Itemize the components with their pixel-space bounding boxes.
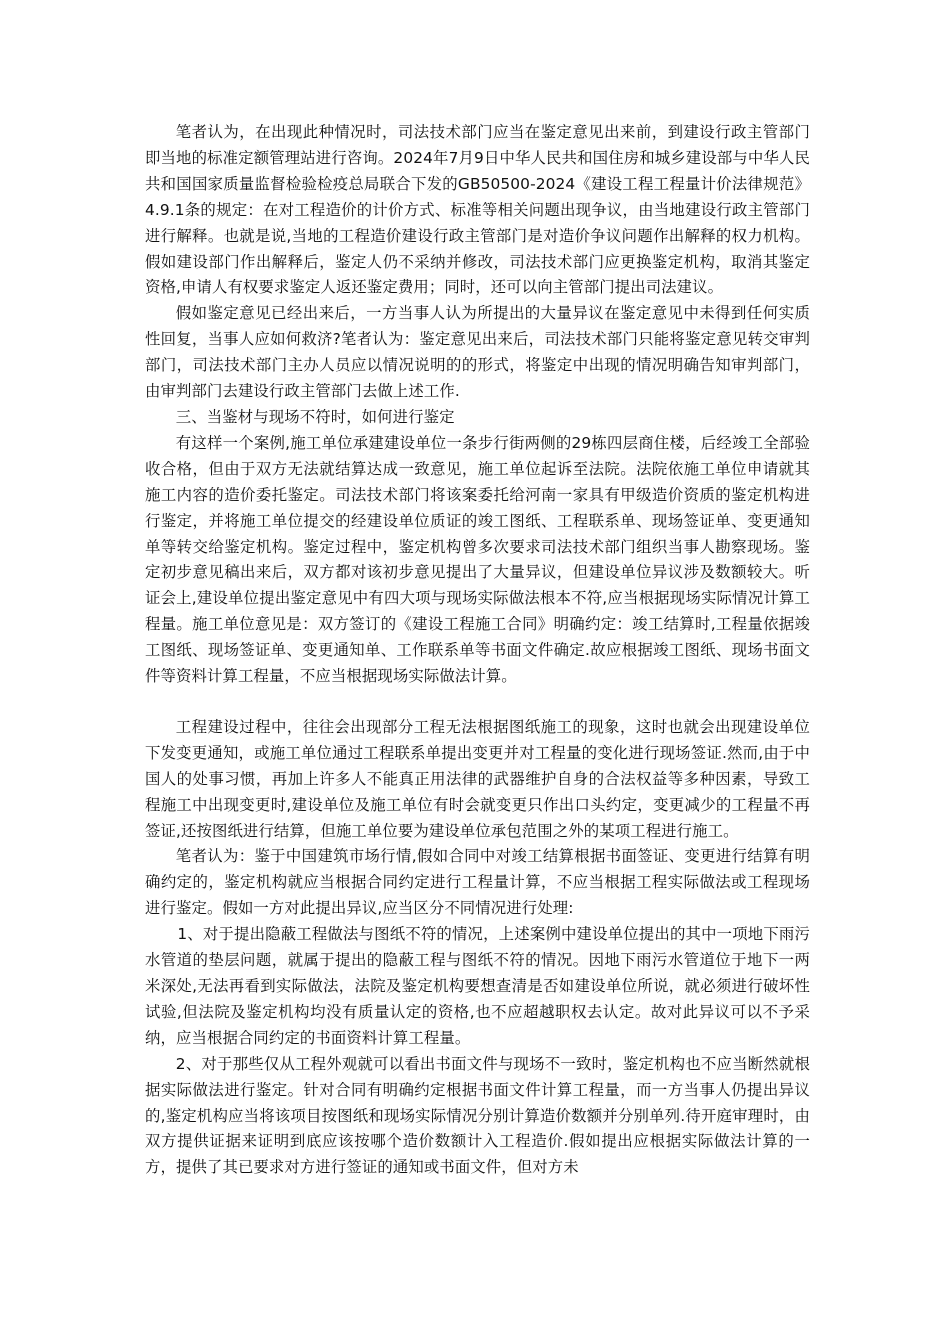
- section-heading: 三、当鉴材与现场不符时，如何进行鉴定: [175, 407, 455, 426]
- document-page: [145, 120, 810, 1181]
- paragraph-item-2: 2、对于那些仅从工程外观就可以看出书面文件与现场不一致时，鉴定机构也不应当断然就根据实际做法进行鉴定。针对合同有明确约定根据书面文件计算工程量，而一方当事人仍提出异议的,鉴定机构应当将该项目按图纸和现场实际情况分别计算造价数额并分别单列.待开庭审理时，由双方提供证据来证明到底应该按哪个造价数额计入工程造价.假如提出应根据实际做法计算的一方，提供了其已要求对方进行签证的通知或书面文件，但对方未: [145, 1054, 810, 1177]
- paragraph-construction-changes: 工程建设过程中，往往会出现部分工程无法根据图纸施工的现象，这时也就会出现建设单位下发变更通知，或施工单位通过工程联系单提出变更并对工程量的变化进行现场签证.然而,由于中国人的处事习惯，再加上许多人不能真正用法律的武器维护自身的合法权益等多种因素，导致工程施工中出现变更时,建设单位及施工单位有时会就变更只作出口头约定，变更减少的工程量不再签证,还按图纸进行结算，但施工单位要为建设单位承包范围之外的某项工程进行施工。: [145, 717, 810, 840]
- paragraph-case: 有这样一个案例,施工单位承建建设单位一条步行街两侧的29栋四层商住楼，后经竣工全部验收合格，但由于双方无法就结算达成一致意见，施工单位起诉至法院。法院依施工单位申请就其施工内容的造价委托鉴定。司法技术部门将该案委托给河南一家具有甲级造价资质的鉴定机构进行鉴定，并将施工单位提交的经建设单位质证的竣工图纸、工程联系单、现场签证单、变更通知单等转交给鉴定机构。鉴定过程中，鉴定机构曾多次要求司法技术部门组织当事人勘察现场。鉴定初步意见稿出来后，双方都对该初步意见提出了大量异议，但建设单位异议涉及数额较大。听证会上,建设单位提出鉴定意见中有四大项与现场实际做法根本不符,应当根据现场实际情况计算工程量。施工单位意见是：双方签订的《建设工程施工合同》明确约定：竣工结算时,工程量依据竣工图纸、现场签证单、变更通知单、工作联系单等书面文件确定.故应根据竣工图纸、现场书面文件等资料计算工程量，不应当根据现场实际做法计算。: [145, 433, 810, 686]
- paragraph-consult-authority: 笔者认为，在出现此种情况时，司法技术部门应当在鉴定意见出来前，到建设行政主管部门即当地的标准定额管理站进行咨询。2024年7月9日中华人民共和国住房和城乡建设部与中华人民共和国国家质量监督检验检疫总局联合下发的GB50500-2024《建设工程工程量计价法律规范》4.9.1条的规定：在对工程造价的计价方式、标准等相关问题出现争议，由当地建设行政主管部门进行解释。也就是说,当地的工程造价建设行政主管部门是对造价争议问题作出解释的权力机构。假如建设部门作出解释后，鉴定人仍不采纳并修改，司法技术部门应更换鉴定机构，取消其鉴定资格,申请人有权要求鉴定人返还鉴定费用；同时，还可以向主管部门提出司法建议。: [145, 123, 810, 297]
- paragraph-item-1: 1、对于提出隐蔽工程做法与图纸不符的情况，上述案例中建设单位提出的其中一项地下雨污水管道的垫层问题，就属于提出的隐蔽工程与图纸不符的情况。因地下雨污水管道位于地下一两米深处,无法再看到实际做法，法院及鉴定机构要想查清是否如建设单位所说，就必须进行破坏性试验,但法院及鉴定机构均没有质量认定的资格,也不应超越职权去认定。故对此异议可以不予采纳，应当根据合同约定的书面资料计算工程量。: [145, 925, 810, 1047]
- paragraph-remedy: 假如鉴定意见已经出来后，一方当事人认为所提出的大量异议在鉴定意见中未得到任何实质性回复，当事人应如何救济?笔者认为：鉴定意见出来后，司法技术部门只能将鉴定意见转交审判部门，司法技术部门主办人员应以情况说明的的形式，将鉴定中出现的情况明确告知审判部门，由审判部门去建设行政主管部门去做上述工作.: [145, 304, 810, 401]
- paragraph-author-opinion: 笔者认为：鉴于中国建筑市场行情,假如合同中对竣工结算根据书面签证、变更进行结算有明确约定的，鉴定机构就应当根据合同约定进行工程量计算，不应当根据工程实际做法或工程现场进行鉴定。假如一方对此提出异议,应当区分不同情况进行处理:: [145, 847, 810, 918]
